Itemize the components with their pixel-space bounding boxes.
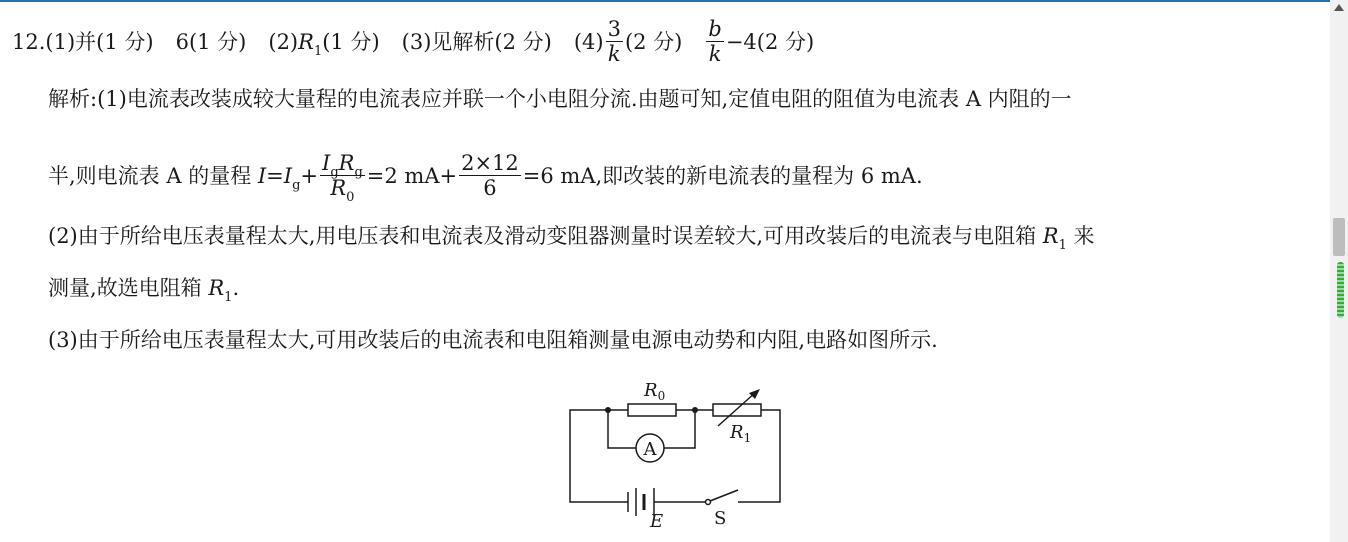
line2-prefix: 半,则电流表 A 的量程 [48,164,258,189]
explanation-line-1: 解析:(1)电流表改装成较大量程的电流表应并联一个小电阻分流.由题可知,定值电阻的阻值为电流表 A 内阻的一 [48,87,1072,111]
ammeter-label: A [643,439,657,460]
line3-suffix: 来 [1066,224,1095,248]
answer-part-1: (1)并(1 分) [45,30,154,55]
line2-suffix: =6 mA,即改装的新电流表的量程为 6 mA. [522,164,923,189]
line4-suffix: . [232,276,240,300]
fraction-numerator [320,151,365,180]
current-symbol: I [257,164,267,189]
formula-middle: =2 mA+ [366,164,458,189]
answer-part-2-var: R [298,30,314,55]
answer-part-2-prefix: (2) [268,30,299,55]
battery-label: E [650,511,664,532]
answer-part-3: (3)见解析(2 分) [401,30,552,55]
junction-dot-left [605,407,611,413]
switch-blade [710,490,738,501]
answer-part-2-sub: 1 [313,44,323,60]
answer-line [12,17,815,67]
question-number: 12. [12,30,46,55]
resistor-r0 [628,404,676,416]
explanation-line-5: (3)由于所给电压表量程太大,可用改装后的电流表和电阻箱测量电源电动势和内阻,电路如图所示. [48,328,938,352]
num-i: I [322,151,331,175]
fraction-numerator: 2×12 [461,151,519,175]
fraction-numerator: b [708,17,722,41]
answer-part-1b: 6(1 分) [175,30,247,55]
answer-part-4-prefix: (4) [573,30,604,55]
num-r: R [338,151,355,175]
r1-label [729,422,751,445]
r1-subscript: 1 [1058,238,1067,253]
formula-fraction-1 [320,151,365,206]
num-i-sub: g [330,165,339,180]
circuit-diagram [560,376,800,536]
equals-sign: = [266,164,284,189]
answer-part-4-fraction [606,18,623,65]
num-r-sub: g [354,165,363,180]
scroll-grip-icon[interactable] [1337,262,1344,318]
switch-contact [706,500,711,505]
line4-prefix: 测量,故选电阻箱 [48,276,209,300]
r1-letter: R [730,422,744,443]
r1-subscript: 1 [743,431,752,445]
answer-part-5-score: −4(2 分) [725,30,815,55]
r0-label [643,380,665,403]
fraction-denominator: k [708,42,722,67]
fraction-denominator: k [607,42,621,67]
scrollbar-thumb[interactable] [1333,218,1345,256]
wire-top-left [570,410,628,502]
line3-prefix: (2)由于所给电压表量程太大,用电压表和电流表及滑动变阻器测量时误差较大,可用改装后的电流表与电阻箱 [48,224,1043,248]
scroll-up-arrow-icon[interactable] [1334,4,1344,11]
r0-subscript: 0 [657,389,666,403]
r1-symbol: R [1042,224,1059,248]
top-border [0,0,1330,2]
ig-symbol: I [283,164,293,189]
r1-symbol: R [208,276,225,300]
den-r: R [330,176,347,201]
answer-part-4-score: (2 分) [624,30,683,55]
junction-dot-right [692,407,698,413]
switch-label: S [714,508,727,529]
den-r-sub: 0 [346,190,355,206]
answer-part-2-score: (1 分) [322,30,380,55]
ig-subscript: g [292,178,301,194]
r0-letter: R [644,380,658,401]
answer-part-5-fraction [706,18,723,65]
r1-subscript: 1 [224,290,233,305]
explanation-line-3 [48,224,1095,253]
fraction-denominator: 6 [483,176,497,201]
explanation-line-4 [48,276,240,305]
wire-right [738,410,780,502]
formula-fraction-2 [459,152,521,199]
plus-sign: + [300,164,319,189]
explanation-line-2 [48,151,923,206]
fraction-numerator: 3 [607,17,621,41]
